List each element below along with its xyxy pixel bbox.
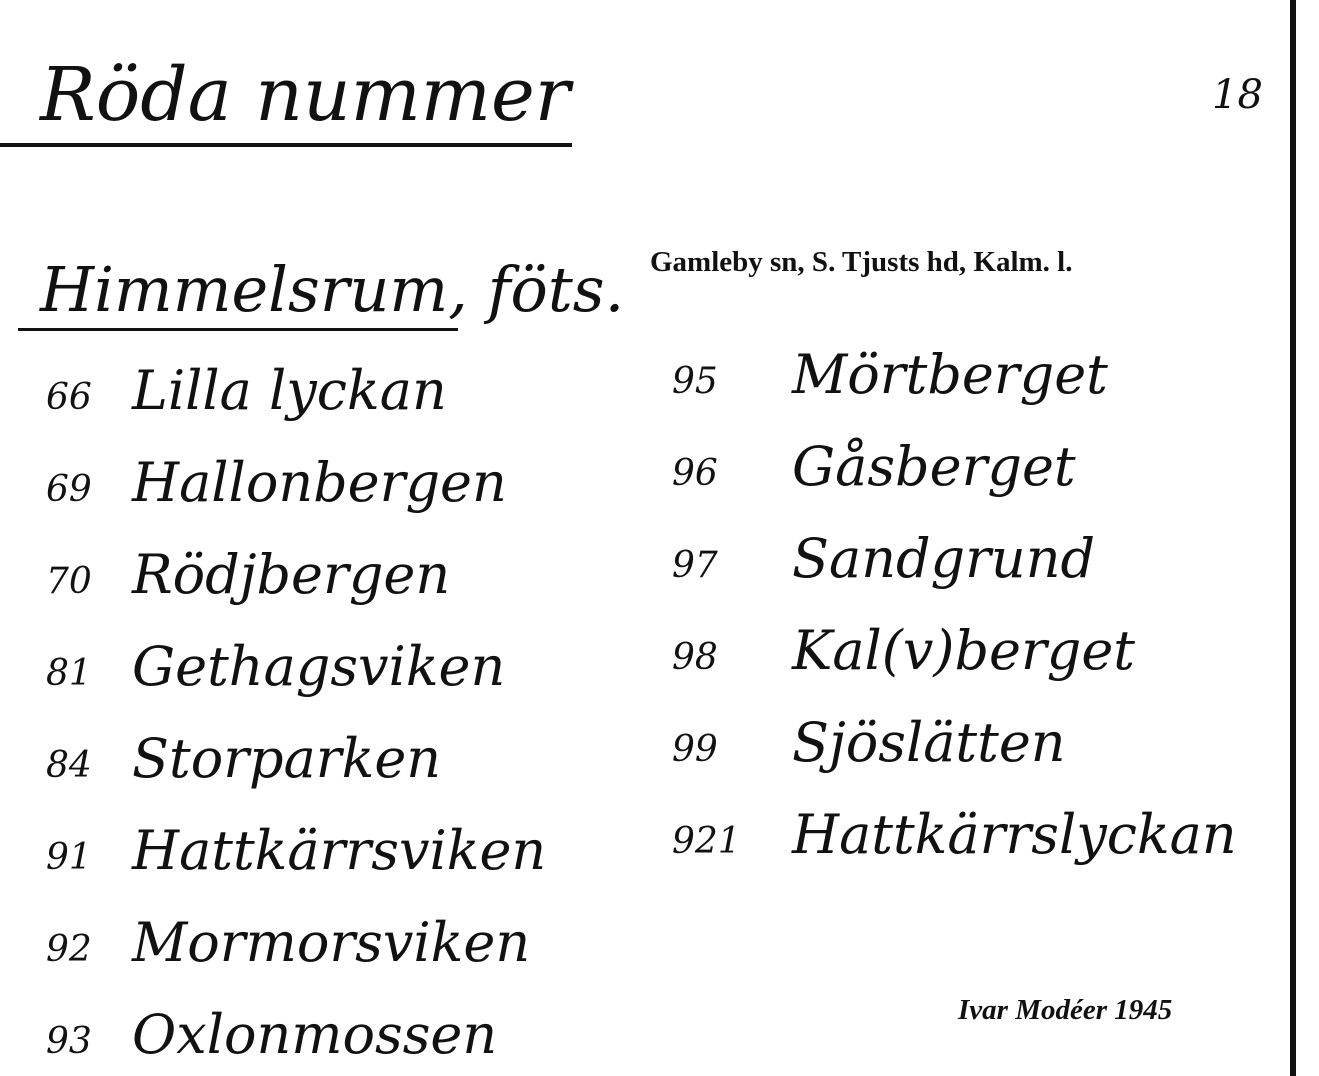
list-item — [672, 616, 1237, 708]
list-item — [46, 632, 546, 724]
list-item — [46, 724, 546, 816]
right-entry-list — [672, 340, 1237, 892]
entry-number: 92 — [46, 929, 92, 970]
entry-number: 98 — [672, 637, 718, 678]
entry-number: 95 — [672, 361, 718, 402]
entry-number: 84 — [46, 745, 92, 786]
entry-number: 69 — [46, 469, 92, 510]
entry-name: Storparken — [132, 727, 442, 790]
entry-number: 91 — [46, 837, 92, 878]
entry-number: 66 — [46, 377, 92, 418]
entry-number: 99 — [672, 729, 718, 770]
entry-name: Sandgrund — [792, 527, 1096, 590]
entry-name: Rödjbergen — [132, 543, 451, 606]
credit-line: Ivar Modéer 1945 — [958, 994, 1173, 1026]
list-item — [46, 448, 546, 540]
entry-name: Gåsberget — [792, 435, 1076, 498]
entry-number: 921 — [672, 821, 741, 862]
card-title: Röda nummer — [40, 52, 571, 138]
list-item — [46, 816, 546, 908]
entry-name: Hattkärrsviken — [132, 819, 547, 882]
list-item — [672, 800, 1237, 892]
entry-number: 97 — [672, 545, 718, 586]
left-entry-list — [46, 356, 546, 1076]
list-item — [46, 908, 546, 1000]
list-item — [46, 356, 546, 448]
list-item — [672, 524, 1237, 616]
card-edge-rule — [1290, 0, 1296, 1076]
entry-name: Lilla lyckan — [132, 359, 447, 422]
list-item — [672, 708, 1237, 800]
entry-number: 81 — [46, 653, 92, 694]
entry-number: 70 — [46, 561, 92, 602]
entry-number: 93 — [46, 1021, 92, 1062]
entry-name: Mörtberget — [792, 343, 1108, 406]
page-number: 18 — [1212, 72, 1263, 118]
parish-underline — [18, 328, 458, 331]
list-item — [46, 540, 546, 632]
location-line: Gamleby sn, S. Tjusts hd, Kalm. l. — [650, 246, 1073, 278]
entry-name: Hallonbergen — [132, 451, 507, 514]
entry-name: Mormorsviken — [132, 911, 531, 974]
entry-number: 96 — [672, 453, 718, 494]
entry-name: Kal(v)berget — [792, 619, 1136, 682]
title-underline — [0, 143, 572, 147]
list-item — [672, 432, 1237, 524]
entry-name: Oxlonmossen — [132, 1003, 498, 1066]
parish-heading: Himmelsrum, föts. — [40, 253, 625, 326]
entry-name: Sjöslätten — [792, 711, 1066, 774]
entry-name: Hattkärrslyckan — [792, 803, 1237, 866]
list-item — [46, 1000, 546, 1076]
entry-name: Gethagsviken — [132, 635, 506, 698]
list-item — [672, 340, 1237, 432]
